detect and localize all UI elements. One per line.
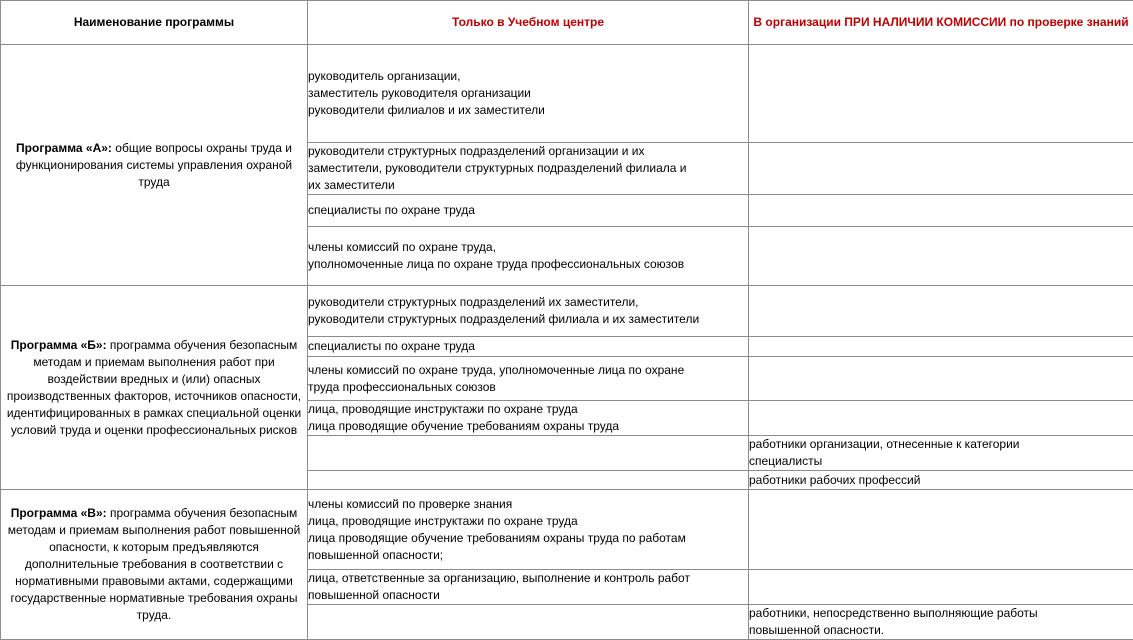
table-row <box>1 490 1133 570</box>
audience-line: лица проводящие обучение требованиям охраны труда по работам <box>308 530 748 547</box>
audience-line: члены комиссий по проверке знания <box>308 496 748 513</box>
audience-cell <box>308 471 749 490</box>
audience-cell <box>308 227 749 286</box>
audience-line: члены комиссий по охране труда, <box>308 239 748 256</box>
audience-line: заместитель руководителя организации <box>308 85 748 102</box>
organization-cell <box>749 337 1133 357</box>
organization-cell <box>749 605 1133 640</box>
program-b-cell <box>1 286 308 490</box>
organization-cell <box>749 227 1133 286</box>
audience-cell <box>308 490 749 570</box>
organization-cell <box>749 471 1133 490</box>
audience-line: члены комиссий по охране труда, уполномоченные лица по охране <box>308 362 748 379</box>
audience-line: руководитель организации, <box>308 68 748 85</box>
audience-line: руководители структурных подразделений филиала и их заместители <box>308 311 748 328</box>
organization-cell <box>749 401 1133 436</box>
audience-line: руководители структурных подразделений организации и их <box>308 143 748 160</box>
program-c-description: программа обучения безопасным методам и приемам выполнения работ повышенной опасности, к которым предъявляются дополнительные требования в соответствии с нормативными правовыми актами, содержащими государственные нормативные требования охраны труда. <box>8 506 301 622</box>
audience-line: руководители структурных подразделений их заместители, <box>308 294 748 311</box>
organization-cell <box>749 286 1133 337</box>
organization-cell <box>749 143 1133 195</box>
organization-line: работники организации, отнесенные к категории <box>749 436 1133 453</box>
table-row <box>1 45 1133 143</box>
program-b-description: программа обучения безопасным методам и приемам выполнения работ при воздействии вредных и (или) опасных производственных факторов, источников опасности, идентифицированных в рамках специальной оценки условий труда и оценки профессиональных рисков <box>7 338 301 437</box>
header-row <box>1 1 1133 45</box>
program-b-title: Программа «Б»: <box>11 338 107 352</box>
audience-cell <box>308 605 749 640</box>
audience-line: повышенной опасности <box>308 587 748 604</box>
organization-line: специалисты <box>749 453 1133 470</box>
organization-cell <box>749 570 1133 605</box>
audience-line: лица проводящие обучение требованиям охраны труда <box>308 418 748 435</box>
audience-line: их заместители <box>308 177 748 194</box>
audience-line: лица, ответственные за организацию, выполнение и контроль работ <box>308 570 748 587</box>
program-a-cell <box>1 45 308 286</box>
organization-line: работники, непосредственно выполняющие работы <box>749 605 1133 622</box>
organization-line: работники рабочих профессий <box>749 472 1133 489</box>
audience-cell <box>308 357 749 401</box>
audience-line: руководители филиалов и их заместители <box>308 102 748 119</box>
organization-line: повышенной опасности. <box>749 622 1133 639</box>
header-organization-commission: В организации ПРИ НАЛИЧИИ КОМИССИИ по проверке знаний <box>749 1 1133 45</box>
audience-line: лица, проводящие инструктажи по охране труда <box>308 401 748 418</box>
audience-line: специалисты по охране труда <box>308 338 748 355</box>
audience-cell <box>308 195 749 227</box>
table-row <box>1 286 1133 337</box>
organization-cell <box>749 45 1133 143</box>
audience-cell <box>308 436 749 471</box>
program-a-title: Программа «А»: <box>16 141 112 155</box>
audience-line: лица, проводящие инструктажи по охране труда <box>308 513 748 530</box>
audience-line: труда профессиональных союзов <box>308 379 748 396</box>
organization-cell <box>749 436 1133 471</box>
audience-cell <box>308 45 749 143</box>
program-a-description: общие вопросы охраны труда и функционирования системы управления охраной труда <box>16 141 292 189</box>
audience-cell <box>308 337 749 357</box>
organization-cell <box>749 195 1133 227</box>
audience-cell <box>308 286 749 337</box>
audience-line: уполномоченные лица по охране труда профессиональных союзов <box>308 256 748 273</box>
audience-line: повышенной опасности; <box>308 547 748 564</box>
header-training-center: Только в Учебном центре <box>308 1 749 45</box>
organization-cell <box>749 490 1133 570</box>
program-c-title: Программа «В»: <box>11 506 107 520</box>
organization-cell <box>749 357 1133 401</box>
header-program-name: Наименование программы <box>1 1 308 45</box>
audience-line: специалисты по охране труда <box>308 202 748 219</box>
audience-cell <box>308 143 749 195</box>
program-c-cell <box>1 490 308 640</box>
audience-cell <box>308 401 749 436</box>
audience-cell <box>308 570 749 605</box>
audience-line: заместители, руководители структурных подразделений филиала и <box>308 160 748 177</box>
